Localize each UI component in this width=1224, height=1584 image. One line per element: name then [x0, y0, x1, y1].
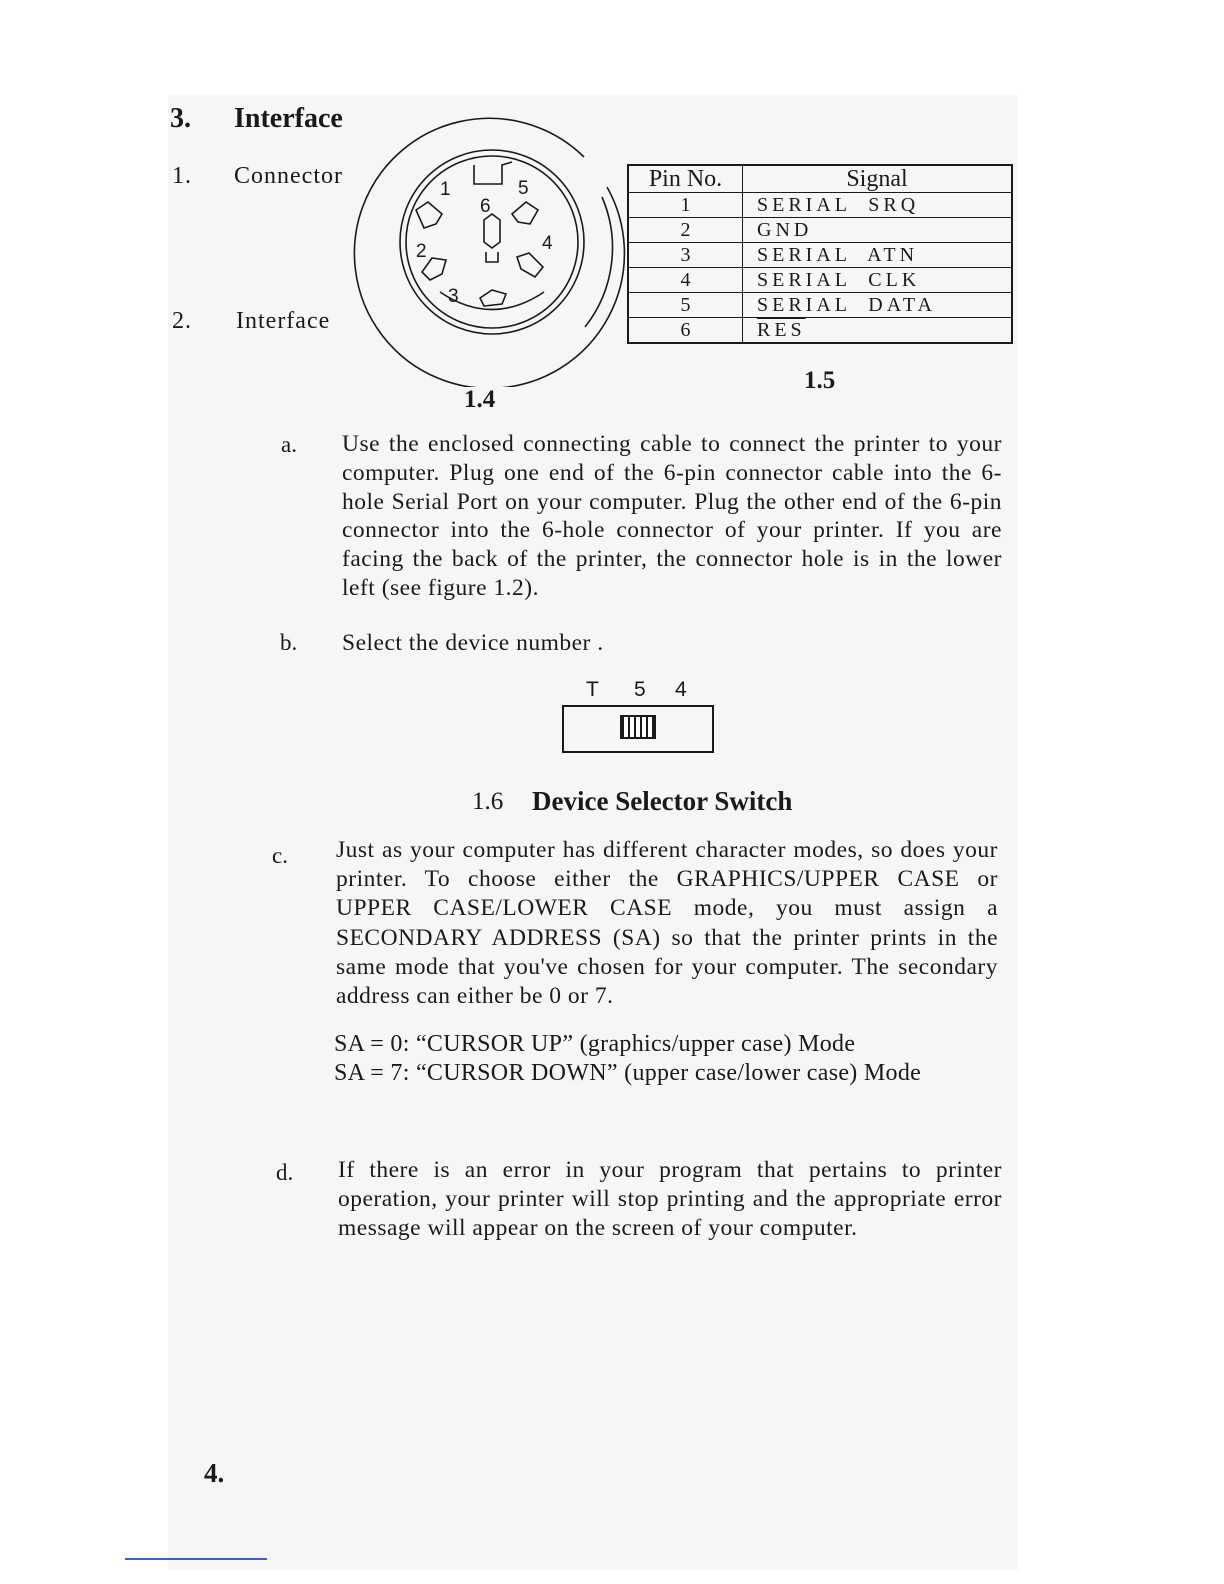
page-number: 4.: [204, 1458, 225, 1488]
pin-label-3: 3: [448, 286, 459, 307]
figure-title-device-selector: Device Selector Switch: [532, 786, 793, 816]
pin-cell: 5: [628, 293, 743, 318]
device-selector-switch: [562, 705, 714, 753]
item-text-b: Select the device number .: [342, 630, 604, 656]
pin-cell: 2: [628, 218, 743, 243]
table-row: [628, 243, 1012, 268]
item-text-d: If there is an error in your program that pertains to printer operation, your printer will stop printing and the appropriate error message will appear on the screen of your computer.: [338, 1157, 1002, 1241]
pin-cell: 4: [628, 268, 743, 293]
table-row: [628, 293, 1012, 318]
table-row: [628, 268, 1012, 293]
pin-label-1: 1: [440, 179, 451, 200]
item-letter-d: d.: [276, 1160, 294, 1185]
item-text-a: Use the enclosed connecting cable to connect the printer to your computer. Plug one end of the 6-pin connector cable into the 6-hole Serial Port on your computer. Plug the other end of the 6-pin connector into the 6-hole connector of your printer. If you are facing the back of the printer, the connector hole is in the lower left (see figure 1.2).: [342, 431, 1002, 601]
pin-cell: 6: [628, 318, 743, 344]
switch-label-t: T: [586, 678, 599, 701]
switch-label-4: 4: [675, 678, 687, 701]
subsection-label-interface: Interface: [236, 308, 331, 334]
item-text-c: Just as your computer has different character modes, so does your printer. To choose either the GRAPHICS/UPPER CASE or UPPER CASE/LOWER CASE mode, you must assign a SECONDARY ADDRESS (SA) so that the printer prints in the same mode that you've chosen for your computer. The secondary address can either be 0 or 7.: [336, 837, 998, 1010]
signal-cell-res: $\overline{RES}$: [743, 318, 1013, 344]
sa-mode-0: SA = 0: “CURSOR UP” (graphics/upper case) Mode: [334, 1031, 856, 1057]
signal-cell: SERIAL DATA: [743, 293, 1013, 318]
pin-cell: 1: [628, 193, 743, 218]
table-row: [628, 218, 1012, 243]
pin-label-4: 4: [542, 233, 553, 254]
pin-label-2: 2: [416, 241, 427, 262]
item-letter-a: a.: [281, 432, 297, 457]
item-letter-b: b.: [280, 630, 298, 655]
section-number: 3.: [170, 103, 191, 134]
item-letter-c: c.: [272, 843, 288, 868]
din-connector-diagram: [352, 102, 632, 387]
figure-label-1-5: 1.5: [804, 367, 836, 394]
signal-cell: SERIAL SRQ: [743, 193, 1013, 218]
table-header-signal: Signal: [743, 165, 1013, 193]
subsection-label-connector: Connector: [234, 163, 343, 189]
signal-cell: SERIAL CLK: [743, 268, 1013, 293]
subsection-number: 1.: [172, 163, 192, 189]
pin-signal-table: [627, 164, 1013, 344]
switch-label-5: 5: [634, 678, 646, 701]
switch-slider-icon: [620, 715, 656, 739]
table-header-pin: Pin No.: [628, 165, 743, 193]
pin-cell: 3: [628, 243, 743, 268]
sa-mode-7: SA = 7: “CURSOR DOWN” (upper case/lower case) Mode: [334, 1060, 922, 1086]
table-row: [628, 318, 1012, 344]
section-title: Interface: [234, 103, 343, 134]
footer-divider: [125, 1558, 267, 1560]
signal-cell: GND: [743, 218, 1013, 243]
subsection-number: 2.: [172, 308, 192, 334]
pin-label-5: 5: [518, 178, 529, 199]
signal-cell: SERIAL ATN: [743, 243, 1013, 268]
table-row: [628, 193, 1012, 218]
figure-label-1-4: 1.4: [464, 386, 496, 413]
pin-label-6: 6: [480, 196, 491, 217]
figure-label-1-6: 1.6: [472, 788, 504, 815]
